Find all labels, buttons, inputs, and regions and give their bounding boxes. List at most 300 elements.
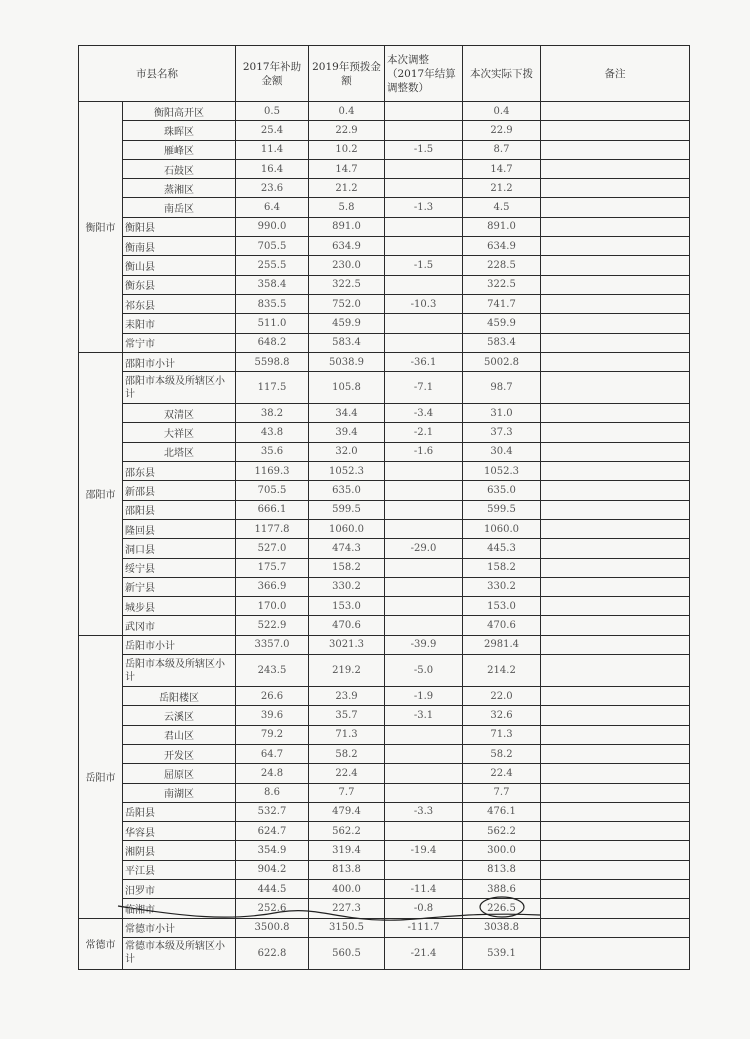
amount-2019: 3150.5 (309, 918, 385, 937)
actual-allocation: 22.4 (463, 764, 541, 783)
remarks-cell (541, 899, 690, 918)
table-row (79, 481, 690, 500)
remarks-cell (541, 764, 690, 783)
amount-2017: 1169.3 (236, 462, 309, 481)
adjustment (385, 217, 463, 236)
remarks-cell (541, 635, 690, 654)
amount-2019: 22.4 (309, 764, 385, 783)
adjustment: -21.4 (385, 937, 463, 969)
amount-2019: 0.4 (309, 102, 385, 121)
county-name: 城步县 (123, 597, 236, 616)
amount-2019: 1060.0 (309, 519, 385, 538)
amount-2017: 366.9 (236, 577, 309, 596)
county-name: 开发区 (123, 744, 236, 763)
table-row (79, 655, 690, 687)
actual-allocation: 7.7 (463, 783, 541, 802)
remarks-cell (541, 783, 690, 802)
actual-allocation: 14.7 (463, 159, 541, 178)
adjustment: -1.3 (385, 198, 463, 217)
remarks-cell (541, 140, 690, 159)
amount-2017: 26.6 (236, 687, 309, 706)
table-row (79, 744, 690, 763)
table-row (79, 198, 690, 217)
adjustment: -11.4 (385, 879, 463, 898)
adjustment (385, 275, 463, 294)
amount-2017: 243.5 (236, 655, 309, 687)
amount-2019: 230.0 (309, 256, 385, 275)
adjustment (385, 121, 463, 140)
county-name: 汨罗市 (123, 879, 236, 898)
county-name: 双清区 (123, 404, 236, 423)
actual-allocation: 37.3 (463, 423, 541, 442)
county-name: 邵阳县 (123, 500, 236, 519)
table-row (79, 860, 690, 879)
remarks-cell (541, 423, 690, 442)
remarks-cell (541, 597, 690, 616)
amount-2017: 666.1 (236, 500, 309, 519)
table-row (79, 937, 690, 969)
county-name: 衡阳县 (123, 217, 236, 236)
amount-2017: 0.5 (236, 102, 309, 121)
table-row (79, 539, 690, 558)
remarks-cell (541, 539, 690, 558)
actual-allocation: 21.2 (463, 179, 541, 198)
remarks-cell (541, 179, 690, 198)
remarks-cell (541, 294, 690, 313)
actual-allocation: 8.7 (463, 140, 541, 159)
table-row (79, 404, 690, 423)
amount-2017: 79.2 (236, 725, 309, 744)
remarks-cell (541, 725, 690, 744)
remarks-cell (541, 500, 690, 519)
actual-allocation: 153.0 (463, 597, 541, 616)
adjustment (385, 519, 463, 538)
actual-allocation: 228.5 (463, 256, 541, 275)
amount-2017: 624.7 (236, 822, 309, 841)
actual-allocation: 22.0 (463, 687, 541, 706)
amount-2019: 635.0 (309, 481, 385, 500)
amount-2019: 105.8 (309, 372, 385, 404)
adjustment (385, 314, 463, 333)
amount-2019: 752.0 (309, 294, 385, 313)
header-adjust: 本次调整（2017年结算调整数） (385, 46, 463, 102)
actual-allocation: 322.5 (463, 275, 541, 294)
county-name: 华容县 (123, 822, 236, 841)
table-row (79, 577, 690, 596)
amount-2019: 400.0 (309, 879, 385, 898)
amount-2017: 35.6 (236, 442, 309, 461)
adjustment: -7.1 (385, 372, 463, 404)
adjustment (385, 179, 463, 198)
amount-2017: 252.6 (236, 899, 309, 918)
adjustment (385, 481, 463, 500)
amount-2019: 14.7 (309, 159, 385, 178)
remarks-cell (541, 558, 690, 577)
amount-2017: 8.6 (236, 783, 309, 802)
remarks-cell (541, 314, 690, 333)
adjustment (385, 860, 463, 879)
amount-2017: 5598.8 (236, 352, 309, 371)
amount-2017: 255.5 (236, 256, 309, 275)
table-row (79, 372, 690, 404)
table-row (79, 102, 690, 121)
county-name: 洞口县 (123, 539, 236, 558)
remarks-cell (541, 198, 690, 217)
remarks-cell (541, 121, 690, 140)
amount-2017: 3500.8 (236, 918, 309, 937)
table-row (79, 140, 690, 159)
table-row (79, 706, 690, 725)
remarks-cell (541, 159, 690, 178)
actual-allocation: 634.9 (463, 237, 541, 256)
actual-allocation: 741.7 (463, 294, 541, 313)
city-name: 常德市 (79, 918, 123, 969)
county-name: 湘阴县 (123, 841, 236, 860)
remarks-cell (541, 372, 690, 404)
county-name: 屈原区 (123, 764, 236, 783)
actual-allocation: 2981.4 (463, 635, 541, 654)
amount-2019: 21.2 (309, 179, 385, 198)
amount-2017: 25.4 (236, 121, 309, 140)
header-row (79, 46, 690, 102)
table-row (79, 333, 690, 352)
amount-2019: 22.9 (309, 121, 385, 140)
amount-2019: 7.7 (309, 783, 385, 802)
amount-2017: 39.6 (236, 706, 309, 725)
county-name: 南湖区 (123, 783, 236, 802)
actual-allocation: 388.6 (463, 879, 541, 898)
county-name: 衡南县 (123, 237, 236, 256)
actual-allocation: 30.4 (463, 442, 541, 461)
adjustment (385, 237, 463, 256)
table-row (79, 519, 690, 538)
table-row (79, 764, 690, 783)
amount-2017: 16.4 (236, 159, 309, 178)
actual-allocation: 476.1 (463, 802, 541, 821)
table-row (79, 423, 690, 442)
amount-2017: 3357.0 (236, 635, 309, 654)
header-name: 市县名称 (79, 46, 236, 102)
county-name: 常宁市 (123, 333, 236, 352)
adjustment: -36.1 (385, 352, 463, 371)
amount-2017: 622.8 (236, 937, 309, 969)
table-row (79, 918, 690, 937)
amount-2019: 39.4 (309, 423, 385, 442)
remarks-cell (541, 333, 690, 352)
amount-2017: 444.5 (236, 879, 309, 898)
county-name: 常德市本级及所辖区小计 (123, 937, 236, 969)
amount-2019: 5.8 (309, 198, 385, 217)
table-row (79, 159, 690, 178)
adjustment (385, 764, 463, 783)
amount-2019: 459.9 (309, 314, 385, 333)
adjustment: -10.3 (385, 294, 463, 313)
adjustment: -111.7 (385, 918, 463, 937)
header-2019: 2019年预拨金额 (309, 46, 385, 102)
county-name: 隆回县 (123, 519, 236, 538)
table-row (79, 294, 690, 313)
actual-allocation: 31.0 (463, 404, 541, 423)
county-name: 蒸湘区 (123, 179, 236, 198)
table-row (79, 179, 690, 198)
county-name: 大祥区 (123, 423, 236, 442)
adjustment: -1.6 (385, 442, 463, 461)
county-name: 绥宁县 (123, 558, 236, 577)
actual-allocation: 599.5 (463, 500, 541, 519)
actual-allocation: 813.8 (463, 860, 541, 879)
amount-2019: 35.7 (309, 706, 385, 725)
amount-2019: 322.5 (309, 275, 385, 294)
remarks-cell (541, 577, 690, 596)
actual-allocation: 583.4 (463, 333, 541, 352)
table-row (79, 841, 690, 860)
amount-2019: 5038.9 (309, 352, 385, 371)
remarks-cell (541, 918, 690, 937)
remarks-cell (541, 879, 690, 898)
county-name: 常德市小计 (123, 918, 236, 937)
county-name: 岳阳楼区 (123, 687, 236, 706)
adjustment (385, 159, 463, 178)
adjustment (385, 500, 463, 519)
amount-2017: 64.7 (236, 744, 309, 763)
table-row (79, 687, 690, 706)
county-name: 邵阳市本级及所辖区小计 (123, 372, 236, 404)
actual-allocation: 1052.3 (463, 462, 541, 481)
table-row (79, 616, 690, 635)
amount-2019: 227.3 (309, 899, 385, 918)
amount-2019: 23.9 (309, 687, 385, 706)
remarks-cell (541, 237, 690, 256)
table-row (79, 500, 690, 519)
adjustment: -1.5 (385, 140, 463, 159)
amount-2019: 560.5 (309, 937, 385, 969)
adjustment: -0.8 (385, 899, 463, 918)
remarks-cell (541, 217, 690, 236)
header-actual: 本次实际下拨 (463, 46, 541, 102)
county-name: 北塔区 (123, 442, 236, 461)
county-name: 邵东县 (123, 462, 236, 481)
amount-2017: 175.7 (236, 558, 309, 577)
amount-2017: 990.0 (236, 217, 309, 236)
remarks-cell (541, 352, 690, 371)
amount-2019: 330.2 (309, 577, 385, 596)
county-name: 石鼓区 (123, 159, 236, 178)
amount-2017: 511.0 (236, 314, 309, 333)
remarks-cell (541, 687, 690, 706)
table-body (79, 102, 690, 970)
amount-2019: 813.8 (309, 860, 385, 879)
remarks-cell (541, 481, 690, 500)
county-name: 新宁县 (123, 577, 236, 596)
remarks-cell (541, 937, 690, 969)
table-row (79, 462, 690, 481)
amount-2017: 354.9 (236, 841, 309, 860)
amount-2017: 38.2 (236, 404, 309, 423)
actual-allocation: 539.1 (463, 937, 541, 969)
actual-allocation: 300.0 (463, 841, 541, 860)
county-name: 南岳区 (123, 198, 236, 217)
amount-2019: 1052.3 (309, 462, 385, 481)
adjustment: -39.9 (385, 635, 463, 654)
actual-allocation: 158.2 (463, 558, 541, 577)
remarks-cell (541, 822, 690, 841)
table-row (79, 635, 690, 654)
amount-2019: 634.9 (309, 237, 385, 256)
actual-allocation: 32.6 (463, 706, 541, 725)
amount-2017: 522.9 (236, 616, 309, 635)
amount-2017: 117.5 (236, 372, 309, 404)
county-name: 武冈市 (123, 616, 236, 635)
county-name: 邵阳市小计 (123, 352, 236, 371)
table-row (79, 879, 690, 898)
actual-allocation: 226.5 (463, 899, 541, 918)
amount-2017: 705.5 (236, 481, 309, 500)
county-name: 岳阳市本级及所辖区小计 (123, 655, 236, 687)
amount-2019: 32.0 (309, 442, 385, 461)
actual-allocation: 71.3 (463, 725, 541, 744)
adjustment (385, 616, 463, 635)
actual-allocation: 470.6 (463, 616, 541, 635)
table-row (79, 121, 690, 140)
actual-allocation: 1060.0 (463, 519, 541, 538)
actual-allocation: 214.2 (463, 655, 541, 687)
header-remarks: 备注 (541, 46, 690, 102)
amount-2017: 43.8 (236, 423, 309, 442)
actual-allocation: 58.2 (463, 744, 541, 763)
table-row (79, 237, 690, 256)
adjustment: -5.0 (385, 655, 463, 687)
amount-2017: 705.5 (236, 237, 309, 256)
remarks-cell (541, 519, 690, 538)
remarks-cell (541, 256, 690, 275)
adjustment: -1.9 (385, 687, 463, 706)
amount-2017: 904.2 (236, 860, 309, 879)
adjustment (385, 744, 463, 763)
remarks-cell (541, 102, 690, 121)
amount-2017: 648.2 (236, 333, 309, 352)
actual-allocation: 445.3 (463, 539, 541, 558)
remarks-cell (541, 275, 690, 294)
amount-2019: 599.5 (309, 500, 385, 519)
actual-allocation: 635.0 (463, 481, 541, 500)
adjustment: -3.3 (385, 802, 463, 821)
county-name: 耒阳市 (123, 314, 236, 333)
county-name: 珠晖区 (123, 121, 236, 140)
amount-2017: 6.4 (236, 198, 309, 217)
actual-allocation: 3038.8 (463, 918, 541, 937)
county-name: 临湘市 (123, 899, 236, 918)
amount-2019: 3021.3 (309, 635, 385, 654)
amount-2019: 153.0 (309, 597, 385, 616)
table-row (79, 899, 690, 918)
adjustment (385, 783, 463, 802)
county-name: 君山区 (123, 725, 236, 744)
amount-2019: 71.3 (309, 725, 385, 744)
remarks-cell (541, 860, 690, 879)
city-name: 衡阳市 (79, 102, 123, 353)
actual-allocation: 459.9 (463, 314, 541, 333)
actual-allocation: 330.2 (463, 577, 541, 596)
remarks-cell (541, 706, 690, 725)
table-row (79, 725, 690, 744)
adjustment: -3.4 (385, 404, 463, 423)
remarks-cell (541, 442, 690, 461)
amount-2019: 34.4 (309, 404, 385, 423)
adjustment (385, 822, 463, 841)
remarks-cell (541, 462, 690, 481)
adjustment: -29.0 (385, 539, 463, 558)
actual-allocation: 0.4 (463, 102, 541, 121)
table-row (79, 822, 690, 841)
actual-allocation: 22.9 (463, 121, 541, 140)
amount-2019: 474.3 (309, 539, 385, 558)
amount-2019: 58.2 (309, 744, 385, 763)
adjustment: -3.1 (385, 706, 463, 725)
remarks-cell (541, 841, 690, 860)
amount-2019: 319.4 (309, 841, 385, 860)
adjustment (385, 558, 463, 577)
amount-2017: 835.5 (236, 294, 309, 313)
amount-2019: 470.6 (309, 616, 385, 635)
adjustment: -2.1 (385, 423, 463, 442)
table-row (79, 783, 690, 802)
county-name: 平江县 (123, 860, 236, 879)
adjustment (385, 577, 463, 596)
table-row (79, 275, 690, 294)
amount-2019: 158.2 (309, 558, 385, 577)
county-name: 岳阳市小计 (123, 635, 236, 654)
adjustment (385, 462, 463, 481)
table-row (79, 558, 690, 577)
adjustment (385, 102, 463, 121)
amount-2019: 479.4 (309, 802, 385, 821)
county-name: 衡东县 (123, 275, 236, 294)
actual-allocation: 562.2 (463, 822, 541, 841)
county-name: 云溪区 (123, 706, 236, 725)
amount-2019: 583.4 (309, 333, 385, 352)
amount-2017: 1177.8 (236, 519, 309, 538)
amount-2017: 170.0 (236, 597, 309, 616)
actual-allocation: 891.0 (463, 217, 541, 236)
amount-2017: 358.4 (236, 275, 309, 294)
amount-2019: 10.2 (309, 140, 385, 159)
table-row (79, 217, 690, 236)
actual-allocation: 5002.8 (463, 352, 541, 371)
remarks-cell (541, 616, 690, 635)
amount-2019: 891.0 (309, 217, 385, 236)
table-row (79, 802, 690, 821)
adjustment: -19.4 (385, 841, 463, 860)
actual-allocation: 4.5 (463, 198, 541, 217)
remarks-cell (541, 404, 690, 423)
adjustment (385, 725, 463, 744)
actual-allocation: 98.7 (463, 372, 541, 404)
adjustment (385, 333, 463, 352)
amount-2017: 23.6 (236, 179, 309, 198)
county-name: 岳阳县 (123, 802, 236, 821)
amount-2017: 532.7 (236, 802, 309, 821)
table-row (79, 442, 690, 461)
table-row (79, 597, 690, 616)
table-row (79, 314, 690, 333)
subsidy-table (78, 45, 690, 970)
amount-2017: 11.4 (236, 140, 309, 159)
amount-2017: 24.8 (236, 764, 309, 783)
city-name: 邵阳市 (79, 352, 123, 635)
city-name: 岳阳市 (79, 635, 123, 918)
amount-2019: 562.2 (309, 822, 385, 841)
remarks-cell (541, 802, 690, 821)
